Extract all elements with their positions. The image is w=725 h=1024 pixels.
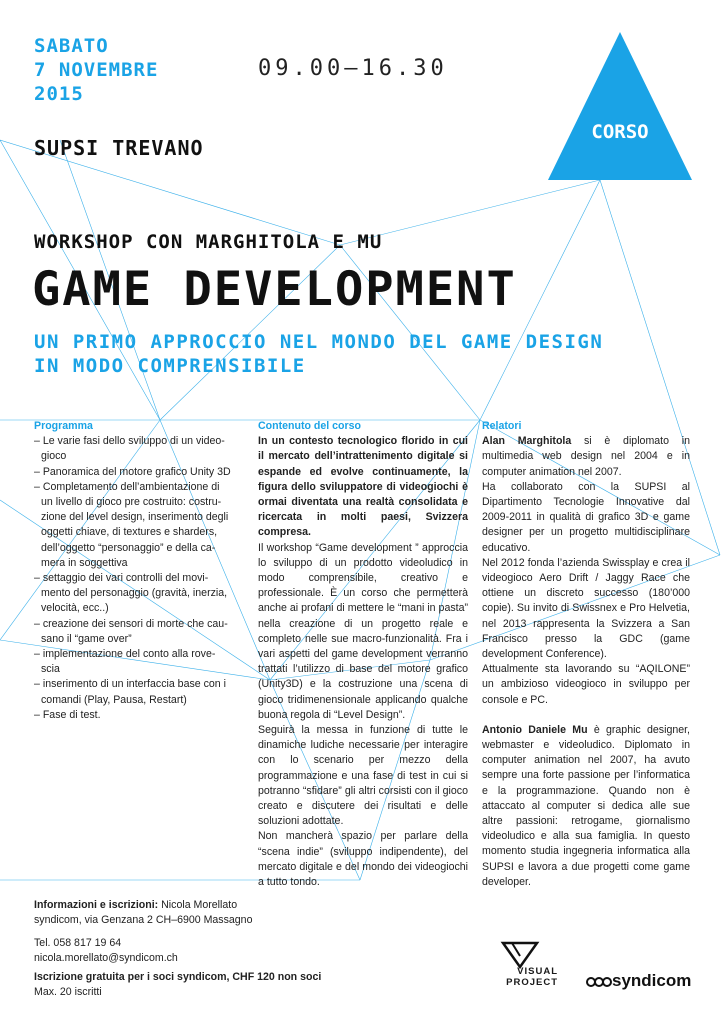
list-item: – settaggio dei vari controlli del movi- <box>34 572 209 585</box>
relatore-1-bio-c: Nel 2012 fonda l’azienda Swissplay e crea il videogioco Aero Drift / Jaggy Race che ottiene un discreto successo (180’000 copie). Su invito di Swissnex e Pro Helvetia, nel 2013 rappresenta la Svizzera a San Francisco presso la GDC (game development Conference). <box>482 556 690 661</box>
info-address: syndicom, via Genzana 2 CH–6900 Massagno <box>34 914 253 926</box>
programma-heading: Programma <box>34 420 93 432</box>
list-item: – Panoramica del motore grafico Unity 3D <box>34 465 231 478</box>
relatori-column <box>482 419 690 890</box>
info-phone: Tel. 058 817 19 64 <box>34 937 122 949</box>
subtitle <box>34 330 603 378</box>
syndicom-wordmark: syndicom <box>612 971 692 990</box>
list-item: – Le varie fasi dello sviluppo di un video- <box>34 435 225 448</box>
list-item: un livello di gioco pre costruito: costru- <box>41 496 222 509</box>
workshop-line: WORKSHOP CON MARGHITOLA E MU <box>34 231 383 253</box>
event-place: SUPSI TREVANO <box>34 136 204 160</box>
contact-info <box>34 898 321 1000</box>
date-day: SABATO <box>34 35 109 57</box>
list-item: mera in soggettiva <box>41 556 128 569</box>
list-item: comandi (Play, Pausa, Restart) <box>41 693 187 706</box>
event-time: 09.00–16.30 <box>258 56 448 81</box>
contenuto-heading: Contenuto del corso <box>258 420 361 432</box>
list-item: gioco <box>41 450 67 463</box>
syndicom-dots-icon <box>586 976 612 988</box>
list-item: – Fase di test. <box>34 708 101 721</box>
list-item: sano il “game over” <box>41 632 132 645</box>
relatori-heading: Relatori <box>482 420 522 432</box>
contenuto-paragraph-2: Seguirà la messa in funzione di tutte le dinamiche ludiche necessarie per interagire con lo scenario per mezzo della programmazione e una fase di test in cui si potranno “sfidare” gli altri corsisti con il gioco creato e discutere dei risultati e delle soluzioni adottate. <box>258 724 468 828</box>
relatore-1-bio-a: si è diplomato in multimedia web design nel 2004 e in computer animation nel 2007. <box>482 435 690 478</box>
relatore-1-name: Alan Marghitola <box>482 435 572 448</box>
visual-project-logo-text <box>488 966 558 988</box>
date-month: 7 NOVEMBRE <box>34 59 159 81</box>
list-item: scia <box>41 663 60 676</box>
info-label: Informazioni e iscrizioni: <box>34 899 159 911</box>
relatore-1-bio-b: Ha collaborato con la SUPSI al Dipartimento Tecnologie Innovative dal 2009-2011 in qualità di grafico 3D e game designer per un progetto multidisciplinare educativo. <box>482 480 690 554</box>
relatore-1-bio-d: Attualmente sta lavorando su “AQILONE” un ambizioso videogioco in sviluppo per console e PC. <box>482 663 690 706</box>
list-item: – implementazione del conto alla rove- <box>34 648 216 661</box>
list-item: oggetti chiave, di textures e sharders, <box>41 526 218 539</box>
subtitle-line-2: IN MODO COMPRENSIBILE <box>34 355 306 377</box>
contenuto-column <box>258 419 468 890</box>
contenuto-intro: In un contesto tecnologico florido in cui il mercato dell’intrattenimento digitale si espande ed evolve continuamente, la figura dello sviluppatore di videogiochi è ormai diventata una realtà consolidata e ricercata in molti paesi, Svizzera compresa. <box>258 435 468 539</box>
list-item: zione del level design, inserimento degli <box>41 511 229 524</box>
subtitle-line-1: UN PRIMO APPROCCIO NEL MONDO DEL GAME DESIGN <box>34 331 604 353</box>
list-item: – inserimento di un interfaccia base con i <box>34 678 226 691</box>
contenuto-paragraph-3: Non mancherà spazio per parlare della “scena indie” (sviluppo indipendente), del mercato digitale e del mondo dei videogiochi a tutto tondo. <box>258 830 468 889</box>
programma-list <box>34 434 240 723</box>
relatore-2-name: Antonio Daniele Mu <box>482 723 588 736</box>
relatore-1-bio <box>482 434 690 480</box>
list-item: – creazione dei sensori di morte che cau- <box>34 617 228 630</box>
programma-column <box>34 419 240 723</box>
corso-label: CORSO <box>591 121 649 143</box>
vp-word-2: PROJECT <box>506 977 558 988</box>
contenuto-paragraph-1: Il workshop “Game development ” approccia lo sviluppo di un prodotto videoludico in modo comprensibile, creativo e professionale. È un corso che permetterà anche ai profani di mettere le “mani in pasta” nella creazione di un progetto reale e completo nelle sue macro-funzionalità. Fra i vari aspetti del game development verranno trattati l’utilizzo di base del motore grafico (Unity3D) e la costruzione una scena di gioco tridimenensionale applicando qualche buona regola di “Level Design”. <box>258 541 468 721</box>
list-item: mento del personaggio (gravità, inerzia, <box>41 587 228 600</box>
date-year: 2015 <box>34 83 84 105</box>
page-title: GAME DEVELOPMENT <box>32 262 517 317</box>
vp-word-1: VISUAL <box>517 966 558 977</box>
relatore-2-bio-text: è graphic designer, webmaster e videoludico. Diplomato in computer animation nel 2007, ha avuto sempre una forte passione per l’informatica e la programmazione. Quando non è attaccato al computer si dedica alle sue altre passioni: retrogame, giornalismo videoludico e alla sua famiglia. In questo momento studia ingegneria informatica alla SUPSI e lavora a due progetti come game developer. <box>482 723 691 888</box>
event-date <box>34 34 158 106</box>
list-item: – Completamento dell’ambientazione di <box>34 480 220 493</box>
info-fee: Iscrizione gratuita per i soci syndicom, CHF 120 non soci <box>34 971 322 983</box>
corso-triangle-badge <box>548 32 692 180</box>
list-item: velocità, ecc..) <box>41 602 109 615</box>
info-max: Max. 20 iscritti <box>34 986 102 998</box>
relatore-2-bio <box>482 723 690 890</box>
list-item: dell’oggetto “personaggio” e della ca- <box>41 541 216 554</box>
info-email[interactable]: nicola.morellato@syndicom.ch <box>34 952 178 964</box>
syndicom-logo <box>586 971 691 991</box>
info-contact: Nicola Morellato <box>158 899 238 911</box>
